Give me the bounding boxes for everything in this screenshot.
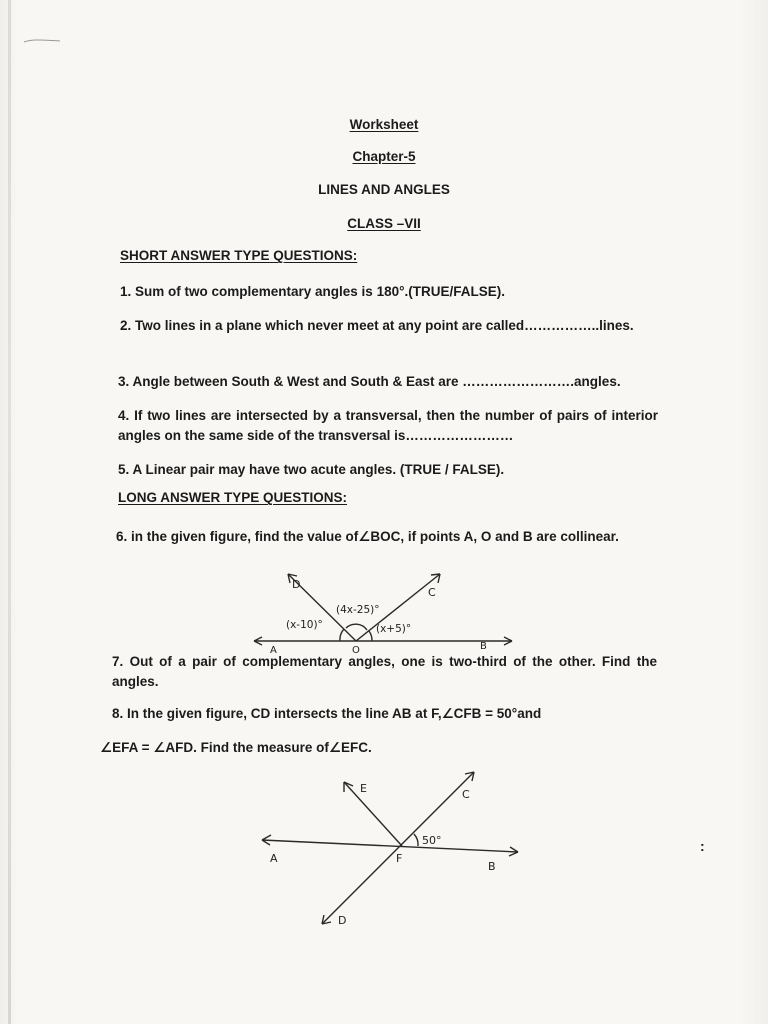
question-5: 5. A Linear pair may have two acute angles. (TRUE / FALSE). (118, 462, 505, 477)
angle-label-2: (4x-25)° (336, 604, 380, 616)
arc-2 (346, 624, 367, 630)
long-answer-heading: LONG ANSWER TYPE QUESTIONS: (118, 490, 348, 505)
angle-label-3: (x+5)° (376, 623, 412, 635)
question-6: 6. in the given figure, find the value of∠BOC, if points A, O and B are collinear. (116, 529, 619, 544)
question-1: 1. Sum of two complementary angles is 180°.(TRUE/FALSE). (120, 284, 505, 299)
label-a: A (270, 645, 277, 656)
line-ab (262, 840, 518, 852)
question-8-continued: ∠EFA = ∠AFD. Find the measure of∠EFC. (100, 740, 372, 755)
label-f: F (396, 852, 403, 865)
angle-arc (414, 834, 418, 846)
label-e: E (360, 782, 367, 795)
arc-1 (340, 629, 344, 641)
class-heading: CLASS –VII (347, 216, 421, 231)
figure-1 (240, 566, 530, 656)
label-b: B (480, 641, 487, 652)
pen-mark (22, 36, 62, 48)
label-o: O (352, 645, 360, 656)
label-b: B (488, 860, 496, 873)
short-answer-heading: SHORT ANSWER TYPE QUESTIONS: (120, 248, 358, 263)
ray-fe (344, 782, 402, 846)
angle-label-1: (x-10)° (286, 619, 323, 631)
angle-label: 50° (422, 834, 442, 847)
question-2: 2. Two lines in a plane which never meet at any point are called……………..lines. (120, 318, 634, 333)
question-3: 3. Angle between South & West and South & East are …………………….angles. (118, 374, 621, 389)
question-8: 8. In the given figure, CD intersects the line AB at F,∠CFB = 50°and (112, 706, 542, 721)
question-7: 7. Out of a pair of complementary angles, one is two-third of the other. Find the angles. (112, 654, 657, 689)
label-a: A (270, 852, 278, 865)
margin-mark: : (700, 838, 705, 854)
worksheet-title: Worksheet (349, 117, 419, 132)
label-d: D (338, 914, 347, 927)
topic-heading: LINES AND ANGLES (318, 182, 450, 197)
label-d: D (292, 578, 301, 591)
line-cd (322, 772, 474, 924)
figure-2 (256, 768, 531, 933)
chapter-heading: Chapter-5 (352, 149, 416, 164)
label-c: C (428, 586, 436, 599)
label-c: C (462, 788, 470, 801)
arc-3 (369, 631, 372, 641)
question-4: 4. If two lines are intersected by a transversal, then the number of pairs of interior angles on the same side of the transversal is…………………… (118, 408, 658, 443)
